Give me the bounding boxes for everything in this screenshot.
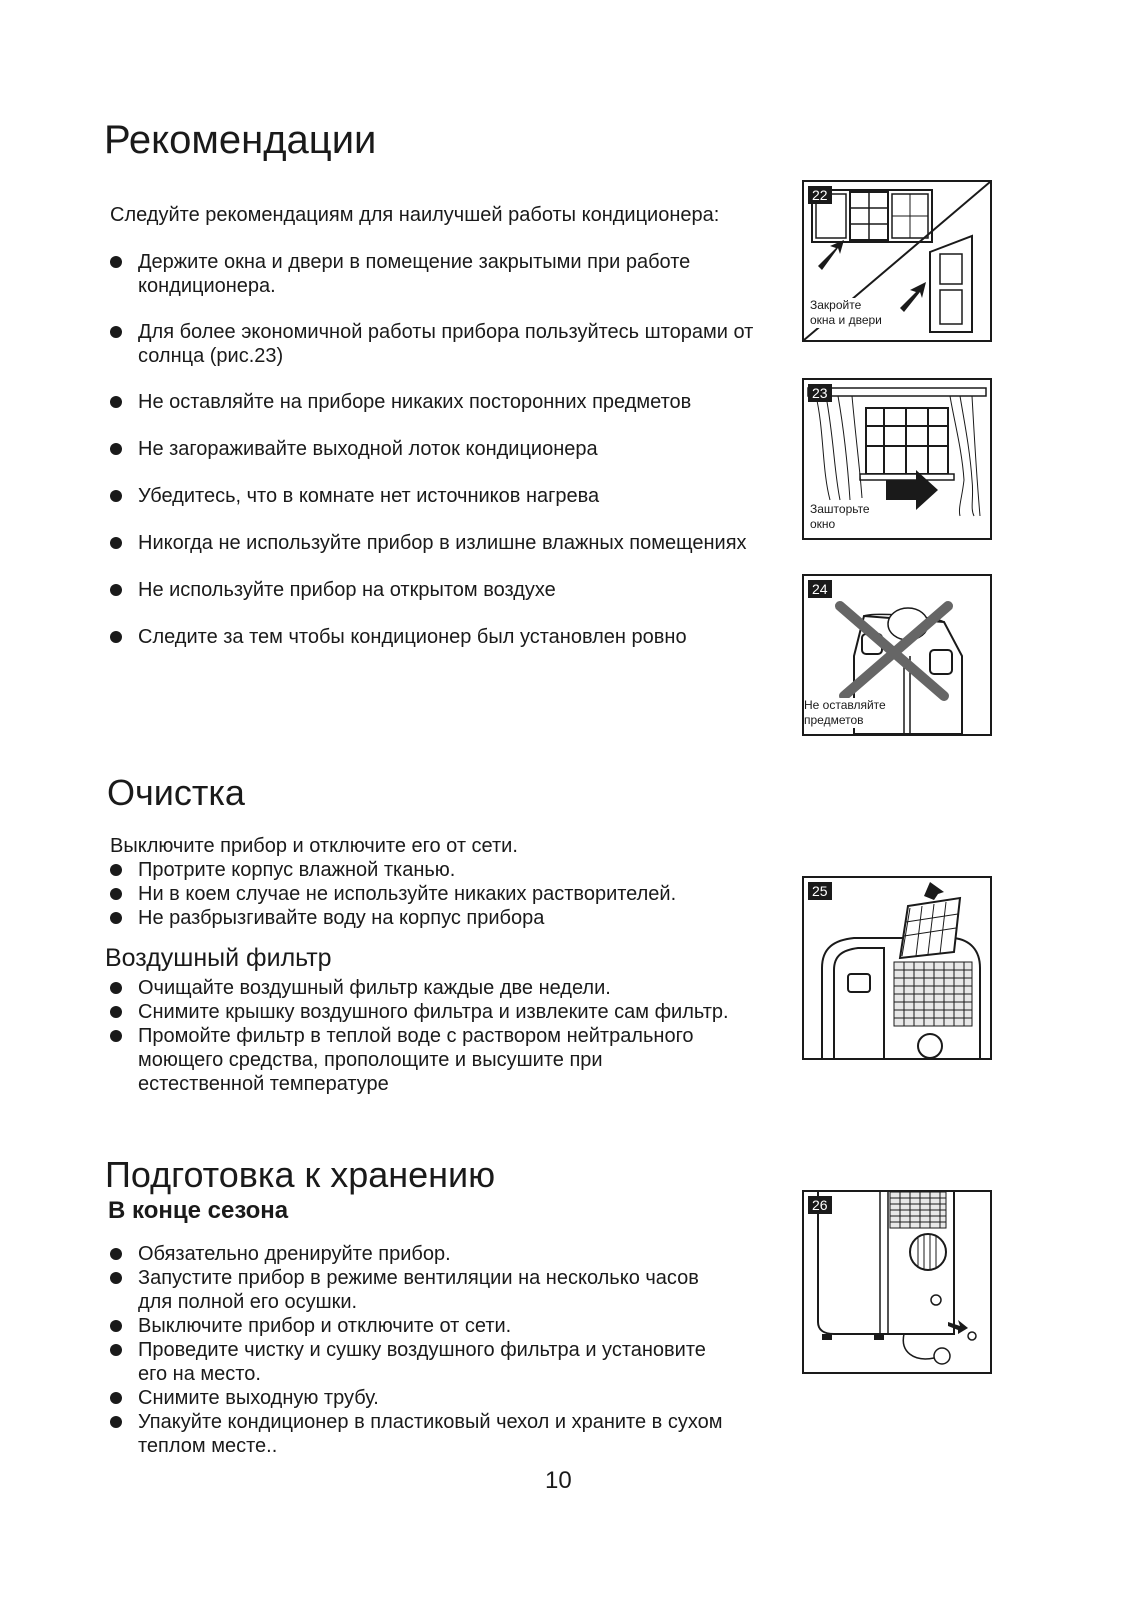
section-title-air-filter: Воздушный фильтр <box>105 944 332 972</box>
storage-subtitle: В конце сезона <box>108 1197 289 1224</box>
figure-caption: Зашторьте окно <box>810 502 870 531</box>
figure-26 <box>802 1190 992 1374</box>
bullet-icon <box>110 1030 122 1042</box>
bullet-icon <box>110 256 122 268</box>
list-item: Промойте фильтр в теплой воде с раствором нейтрального моющего средства, прополощите и высушите при естественной температуре <box>108 1024 718 1096</box>
list-item: Для более экономичной работы прибора пользуйтесь шторами от солнца (рис.23) <box>108 320 788 390</box>
page-number: 10 <box>545 1467 572 1494</box>
bullet-icon <box>110 326 122 338</box>
list-item: Ни в коем случае не используйте никаких растворителей. <box>108 882 788 906</box>
list-item: Выключите прибор и отключите от сети. <box>108 1314 738 1338</box>
list-item: Протрите корпус влажной тканью. <box>108 858 788 882</box>
bullet-icon <box>110 1248 122 1260</box>
figure-25 <box>802 876 992 1060</box>
list-item: Не загораживайте выходной лоток кондиционера <box>108 437 788 484</box>
list-item: Проведите чистку и сушку воздушного фильтра и установите его на место. <box>108 1338 738 1386</box>
cleaning-list <box>108 858 788 930</box>
figure-number: 25 <box>808 882 832 900</box>
section-title-cleaning: Очистка <box>107 772 245 813</box>
section-title-recommendations: Рекомендации <box>104 118 377 162</box>
bullet-icon <box>110 1392 122 1404</box>
figure-number: 26 <box>808 1196 832 1214</box>
storage-list <box>108 1242 738 1458</box>
list-item: Обязательно дренируйте прибор. <box>108 1242 738 1266</box>
cleaning-intro: Выключите прибор и отключите его от сети. <box>110 835 518 857</box>
list-item: Держите окна и двери в помещение закрытыми при работе кондиционера. <box>108 250 788 320</box>
bullet-icon <box>110 1416 122 1428</box>
bullet-icon <box>110 490 122 502</box>
figure-caption: Не оставляйте предметов <box>804 698 886 727</box>
figure-number: 22 <box>808 186 832 204</box>
bullet-icon <box>110 864 122 876</box>
drain-unit-illustration <box>804 1192 990 1372</box>
figure-caption: Закройте окна и двери <box>810 298 882 327</box>
list-item: Не оставляйте на приборе никаких посторонних предметов <box>108 390 788 437</box>
figure-22 <box>802 180 992 342</box>
list-item: Упакуйте кондиционер в пластиковый чехол и храните в сухом теплом месте.. <box>108 1410 738 1458</box>
list-item: Убедитесь, что в комнате нет источников нагрева <box>108 484 788 531</box>
bullet-icon <box>110 631 122 643</box>
bullet-icon <box>110 396 122 408</box>
bullet-icon <box>110 912 122 924</box>
air-filter-list <box>108 976 748 1096</box>
bullet-icon <box>110 443 122 455</box>
bullet-icon <box>110 982 122 994</box>
bullet-icon <box>110 584 122 596</box>
figure-23 <box>802 378 992 540</box>
figure-number: 24 <box>808 580 832 598</box>
bullet-icon <box>110 1272 122 1284</box>
recommendations-intro: Следуйте рекомендациям для наилучшей работы кондиционера: <box>110 204 720 226</box>
list-item: Следите за тем чтобы кондиционер был установлен ровно <box>108 625 788 672</box>
list-item: Не используйте прибор на открытом воздухе <box>108 578 788 625</box>
list-item: Запустите прибор в режиме вентиляции на несколько часов для полной его осушки. <box>108 1266 738 1314</box>
figure-24 <box>802 574 992 736</box>
section-title-storage: Подготовка к хранению <box>105 1154 496 1195</box>
list-item: Не разбрызгивайте воду на корпус прибора <box>108 906 788 930</box>
air-filter-removal-illustration <box>804 878 990 1058</box>
list-item: Очищайте воздушный фильтр каждые две недели. <box>108 976 748 1000</box>
list-item: Никогда не используйте прибор в излишне влажных помещениях <box>108 531 788 578</box>
bullet-icon <box>110 888 122 900</box>
list-item: Снимите крышку воздушного фильтра и извлеките сам фильтр. <box>108 1000 748 1024</box>
bullet-icon <box>110 1320 122 1332</box>
bullet-icon <box>110 1344 122 1356</box>
figure-number: 23 <box>808 384 832 402</box>
recommendations-list <box>108 250 788 672</box>
bullet-icon <box>110 1006 122 1018</box>
bullet-icon <box>110 537 122 549</box>
list-item: Снимите выходную трубу. <box>108 1386 738 1410</box>
